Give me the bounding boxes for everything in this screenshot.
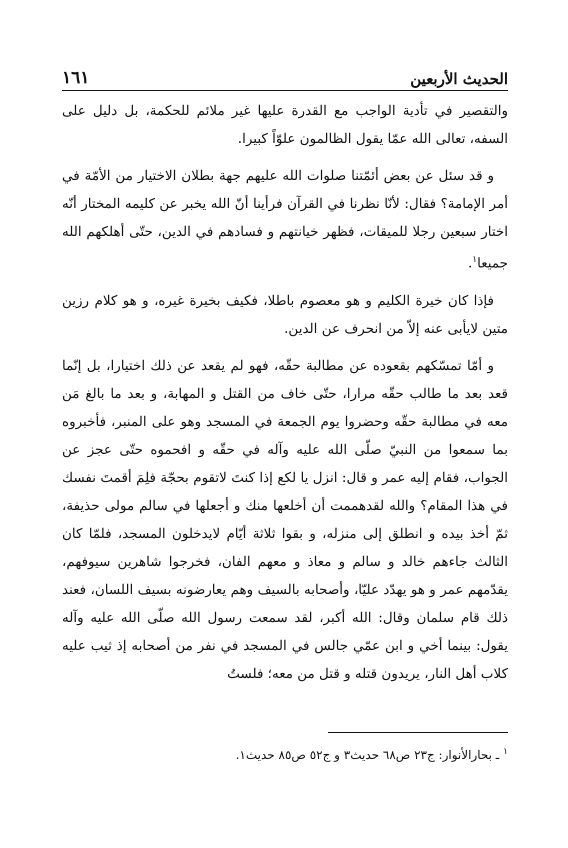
paragraph-4: و أمّا تمسّكهم بقعوده عن مطالبة حقّه، فهو لم يقعد عن ذلك اختيارا، بل إنّما قعد بعد ما طالب حقّه مرارا، حتّى خاف من القتل و المهابة، و بعد ما بالغ مَن معه في مطالبة حقّه وحضروا يوم الجمعة في المسجد وهو على المنبر، فأخبروه بما سمعوا من النبيّ صلّى الله عليه وآله في حقّه و افحموه حتّى عجز عن الجواب، فقام إليه عمر و قال: انزل يا لكع إذا كنتَ لاتقوم بحجّة فلِمَ أقمتَ نفسك في هذا المقام؟ والله لقدهممت أن أخلعها منك و أجعلها في سالم مولى حذيفة، ثمّ أخذ بيده و انطلق إلى منزله، و بقوا ثلاثة أيّام لايدخلون المسجد، فلمّا كان الثالث جاءهم خالد و سالم و معاذ و معهم الفان، فخرجوا شاهرين سيوفهم، يقدّمهم عمر و هو يهدّد عليّا، وأصحابه بالسيف وهم يعارضونه بسيف اللسان، فعند ذلك قام سلمان وقال: الله أكبر، لقد سمعت رسول الله صلّى الله عليه وآله يقول: بينما أخي و ابن عمّي جالس في المسجد في نفر من أصحابه إذ ثيب عليه كلاب أهل النار، يريدون قتله و قتل من معه؛ فلستُ bbox=[62, 357, 508, 682]
paragraph-3: فإذا كان خيرة الكليم و هو معصوم باطلا، فكيف بخيرة غيره، و هو كلام رزين متين لايأبى عنه إلاّ من انحرف عن الدين. bbox=[62, 292, 508, 337]
paragraph-1: والتقصير في تأدية الواجب مع القدرة عليها غير ملائم للحكمة، بل دليل على السفه، تعالى الله عمّا يقول الظالمون علوّاً كبيرا. bbox=[62, 103, 508, 147]
page-number: ١٦١ bbox=[62, 68, 90, 88]
header-rule bbox=[62, 90, 508, 91]
footnote-text: ـ بحارالأنوار: ج٢٣ ص٦٨ حديث٣ و ج٥٢ ص٨٥ حديث١. bbox=[235, 748, 500, 762]
paragraph-2: و قد سئل عن بعض أئمّتنا صلوات الله عليهم جهة بطلان الاختيار من الأمّة في أمر الإمامة؟ فقال: لأنّا نظرنا في القرآن فرأينا أنّ الله يخبر عن كليمه المختار أنّه اختار سبعين رجلا للميقات، فظهر خيانتهم و فسادهم في الدين، حتّى أهلكهم الله جميعا$^١$. bbox=[62, 168, 508, 272]
footnote-rule bbox=[328, 732, 508, 733]
footnote bbox=[62, 742, 508, 765]
running-title: الحديث الأربعين bbox=[410, 70, 508, 88]
body-text bbox=[62, 97, 508, 697]
footnote-marker: ١ bbox=[503, 747, 508, 757]
page-header bbox=[62, 62, 508, 88]
footnote-ref: ١ bbox=[472, 255, 478, 265]
paragraph-2-text: و قد سئل عن بعض أئمّتنا صلوات الله عليهم جهة بطلان الاختيار من الأمّة في أمر الإمامة؟ فقال: لأنّا نظرنا في القرآن فرأينا أنّ الله يخبر عن كليمه المختار أنّه اختار سبعين رجلا للميقات، فظهر خيانتهم و فسادهم في الدين، حتّى أهلكهم الله جميعا bbox=[62, 168, 508, 272]
